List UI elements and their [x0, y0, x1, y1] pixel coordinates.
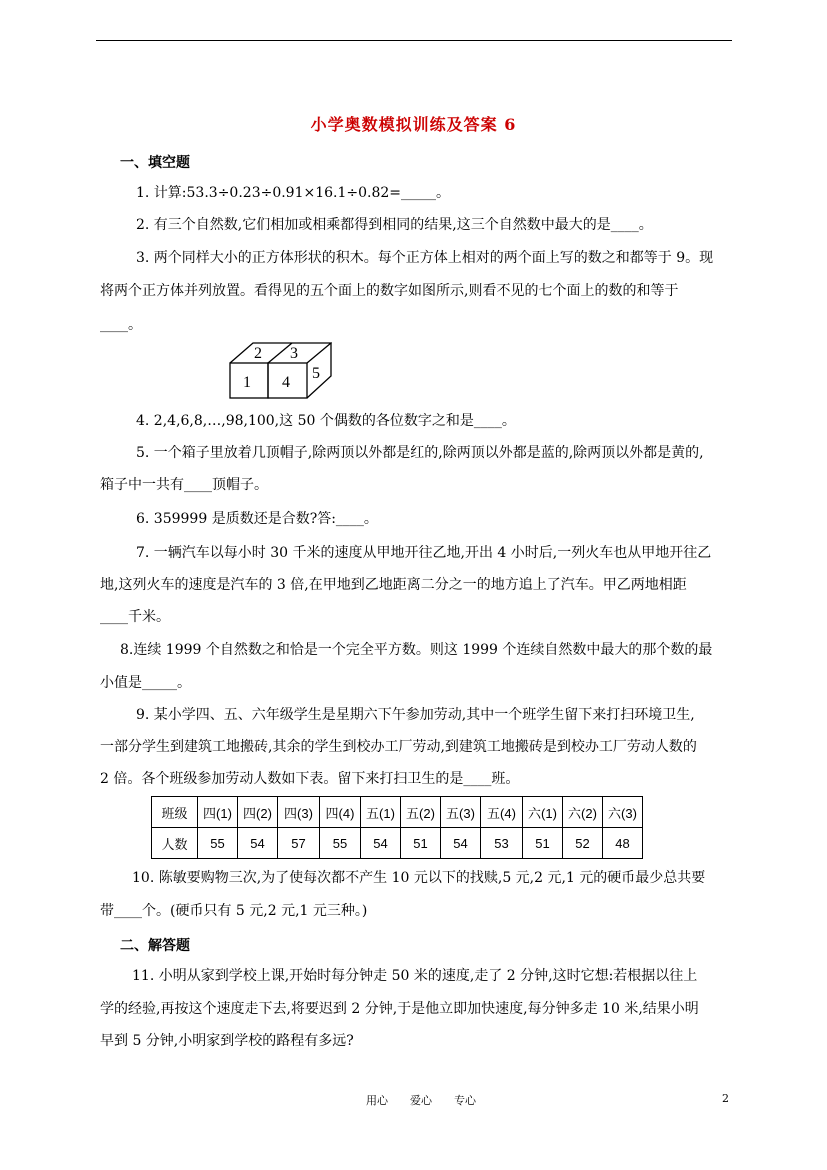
question-7-line-2: 地,这列火车的速度是汽车的 3 倍,在甲地到乙地距离二分之一的地方追上了汽车。甲乙两地相距 [100, 577, 687, 593]
page-title: 小学奥数模拟训练及答案 6 [310, 115, 517, 134]
table-cell: 五(4) [481, 797, 523, 828]
table-cell: 54 [361, 828, 401, 859]
question-2: 2. 有三个自然数,它们相加或相乘都得到相同的结果,这三个自然数中最大的是____。 [136, 217, 653, 233]
table-cell: 四(2) [238, 797, 278, 828]
question-3-line-1: 3. 两个同样大小的正方体形状的积木。每个正方体上相对的两个面上写的数之和都等于 9。现 [136, 250, 714, 266]
question-7-line-1: 7. 一辆汽车以每小时 30 千米的速度从甲地开往乙地,开出 4 小时后,一列火车也从甲地开往乙 [136, 545, 712, 561]
question-5-line-2: 箱子中一共有____顶帽子。 [100, 477, 268, 493]
table-cell: 六(1) [523, 797, 563, 828]
question-9-line-2: 一部分学生到建筑工地搬砖,其余的学生到校办工厂劳动,到建筑工地搬砖是到校办工厂劳动人数的 [100, 739, 697, 755]
table-cell: 52 [563, 828, 603, 859]
question-6: 6. 359999 是质数还是合数?答:____。 [136, 511, 378, 527]
table-cell: 55 [198, 828, 238, 859]
table-cell: 51 [401, 828, 441, 859]
table-cell: 55 [320, 828, 361, 859]
question-11-line-2: 学的经验,再按这个速度走下去,将要迟到 2 分钟,于是他立即加快速度,每分钟多走 10 米,结果小明 [100, 1001, 699, 1017]
cube-face-front-right: 4 [282, 374, 290, 391]
class-attendance-table [151, 796, 643, 859]
question-3-line-3: ____。 [100, 317, 142, 333]
question-9-line-1: 9. 某小学四、五、六年级学生是星期六下午参加劳动,其中一个班学生留下来打扫环境卫生, [136, 707, 695, 723]
question-5-line-1: 5. 一个箱子里放着几顶帽子,除两顶以外都是红的,除两顶以外都是蓝的,除两顶以外都是黄的, [136, 445, 704, 461]
page-number: 2 [722, 1092, 729, 1105]
table-row [152, 828, 643, 859]
question-10-line-1: 10. 陈敏要购物三次,为了使每次都不产生 10 元以下的找赎,5 元,2 元,1 元的硬币最少总共要 [132, 870, 706, 886]
table-row-header: 人数 [152, 828, 198, 859]
table-cell: 四(1) [198, 797, 238, 828]
cube-face-front-left: 1 [243, 374, 251, 391]
table-cell: 六(3) [603, 797, 643, 828]
question-8-line-1: 8.连续 1999 个自然数之和恰是一个完全平方数。则这 1999 个连续自然数中最大的那个数的最 [120, 642, 713, 658]
question-9-line-3: 2 倍。各个班级参加劳动人数如下表。留下来打扫卫生的是____班。 [100, 771, 520, 787]
question-4: 4. 2,4,6,8,…,98,100,这 50 个偶数的各位数字之和是____。 [136, 413, 516, 429]
table-cell: 54 [441, 828, 481, 859]
table-cell: 54 [238, 828, 278, 859]
table-cell: 五(2) [401, 797, 441, 828]
table-cell: 48 [603, 828, 643, 859]
table-row [152, 797, 643, 828]
header-rule [96, 40, 732, 41]
table-cell: 五(1) [361, 797, 401, 828]
question-8-line-2: 小值是_____。 [100, 675, 191, 691]
table-cell: 六(2) [563, 797, 603, 828]
question-1: 1. 计算:53.3÷0.23÷0.91×16.1÷0.82=_____。 [136, 185, 451, 201]
section-heading-answers: 二、解答题 [120, 938, 190, 954]
table-cell: 五(3) [441, 797, 481, 828]
table-cell: 57 [278, 828, 320, 859]
table-row-header: 班级 [152, 797, 198, 828]
question-3-line-2: 将两个正方体并列放置。看得见的五个面上的数字如图所示,则看不见的七个面上的数的和等于 [100, 283, 679, 299]
table-cell: 51 [523, 828, 563, 859]
question-10-line-2: 带____个。(硬币只有 5 元,2 元,1 元三种。) [100, 903, 368, 919]
table-cell: 四(4) [320, 797, 361, 828]
cube-figure [228, 340, 332, 400]
section-heading-fill-in: 一、填空题 [120, 155, 190, 171]
cube-face-top-left: 2 [254, 345, 262, 362]
table-cell: 四(3) [278, 797, 320, 828]
table-cell: 53 [481, 828, 523, 859]
cube-face-side: 5 [312, 365, 320, 382]
footer-motto: 用心 爱心 专心 [366, 1094, 476, 1107]
question-11-line-3: 早到 5 分钟,小明家到学校的路程有多远? [100, 1033, 354, 1049]
question-11-line-1: 11. 小明从家到学校上课,开始时每分钟走 50 米的速度,走了 2 分钟,这时它想:若根据以往上 [132, 968, 698, 984]
cube-face-top-right: 3 [290, 345, 298, 362]
question-7-line-3: ____千米。 [100, 609, 170, 625]
